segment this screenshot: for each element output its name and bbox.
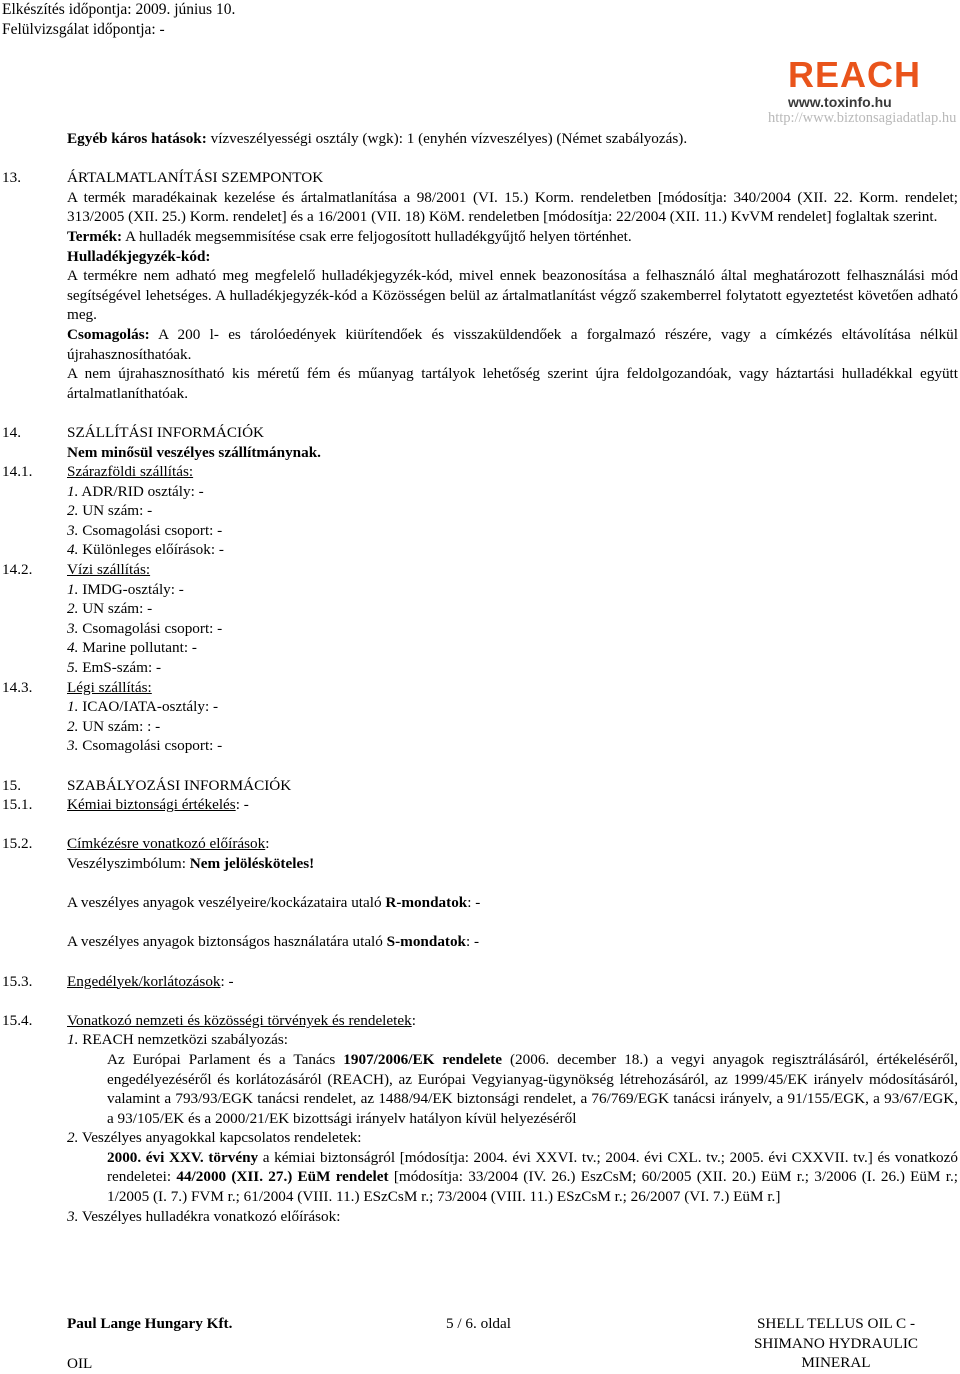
section-13-number: 13. [2, 169, 21, 187]
section-15-heading [0, 776, 960, 796]
subsection-15-2: 15.2. Címkézésre vonatkozó előírások: [2, 835, 270, 853]
watermark-url: http://www.biztonsagiadatlap.hu [768, 110, 957, 126]
logo-title: REACH [788, 54, 922, 95]
other-effects-label: Egyéb káros hatások: [67, 130, 207, 147]
section-15-title: SZABÁLYOZÁSI INFORMÁCIÓK [67, 776, 292, 794]
product-label: Termék: [67, 227, 123, 245]
land-transport-item: 1. ADR/RID osztály: - [67, 482, 204, 500]
footer-company: Paul Lange Hungary Kft. [67, 1315, 233, 1332]
logo-url: www.toxinfo.hu [788, 94, 892, 110]
subsection-14-2: 14.2. Vízi szállítás: [2, 561, 151, 579]
other-effects-text: vízveszélyességi osztály (wgk): 1 (enyhén vízveszélyes) (Német szabályozás). [206, 130, 688, 147]
land-transport-item: 3. Csomagolási csoport: - [67, 521, 223, 539]
reach-regulation-text: Az Európai Parlament és a Tanács 1907/2006/EK rendelete (2006. december 18.) a vegyi anyagok regisztrálásáról, értékeléséről, engedélyezéséről és korlátozásáról (REACH), az Európai Vegyianyag-ügynökség létrehozásáról, az 1999/45/EK irányelv módosításáról, valamint a 793/93/EGK tanácsi rendelet, az 1488/94/EK biztonsági rendelet, a 76/769/EGK tanácsi irányelv, a 91/155/EGK, a 93/67/EGK, a 93/105/EK és a 2000/21/EK bizottsági irányelv hatályon kívül helyezéséről [107, 1050, 959, 1127]
sea-transport-item: 4. Marine pollutant: - [67, 639, 197, 657]
page-content [0, 129, 960, 1226]
footer-product-cont: OIL [67, 1355, 93, 1372]
law-list-item-1: 1. REACH nemzetközi szabályozás: [67, 1031, 288, 1049]
sea-transport-item: 1. IMDG-osztály: - [67, 580, 184, 598]
sea-transport-item: 5. EmS-szám: - [67, 659, 162, 677]
s-phrases: A veszélyes anyagok biztonságos használatára utaló S-mondatok: - [67, 933, 480, 951]
packaging [0, 325, 960, 364]
section-13-heading [0, 168, 960, 188]
other-effects [0, 129, 960, 149]
prepared-date: Elkészítés időpontja: 2009. június 10. [2, 1, 236, 18]
subsection-14-3-title: Légi szállítás: [67, 678, 152, 696]
subsection-15-1: 15.1. Kémiai biztonsági értékelés: - [2, 796, 249, 814]
waste-code-text: A termékre nem adható meg megfelelő hulladékjegyzék-kód, mivel ennek beazonosítása a felhasználó által meghatározott felhasználási mód segítségével lehetséges. A hulladékjegyzék-kód a Közösségen belül az ártalmatlanítást végző szakemberrel folytatott egyeztetést követően adható meg. [67, 267, 958, 324]
section-14-heading [0, 423, 960, 443]
waste-code-label: Hulladékjegyzék-kód: [67, 247, 211, 265]
land-transport-item: 4. Különleges előírások: - [67, 541, 224, 559]
subsection-15-4: 15.4. Vonatkozó nemzeti és közösségi törvények és rendeletek: [2, 1011, 416, 1029]
subsection-14-2-title: Vízi szállítás: [67, 561, 151, 579]
revision-date: Felülvizsgálat időpontja: - [2, 20, 165, 38]
hazard-symbol: Veszélyszimbólum: Nem jelölésköteles! [67, 854, 315, 872]
packaging-label: Csomagolás: [67, 325, 150, 343]
subsection-14-1: 14.1. Szárazföldi szállítás: [2, 463, 194, 481]
law-list-item-2: 2. Veszélyes anyagokkal kapcsolatos rendeletek: [67, 1129, 362, 1147]
subsection-15-3: 15.3. Engedélyek/korlátozások: - [2, 972, 234, 990]
air-transport-item: 2. UN szám: : - [67, 717, 161, 735]
land-transport-item: 2. UN szám: - [67, 502, 153, 520]
chemical-safety-law-text: 2000. évi XXV. törvény a kémiai biztonságról [módosítja: 2004. évi XXVI. tv.; 2004. évi CXL. tv.; 2005. évi CXXVII. tv.] és vonatkozó rendeletei: 44/2000 (XII. 27.) EüM rendelet [módosítja: 33/2004 (IV. 26.) EszCsM; 60/2005 (XII. 20.) EüM r.; 3/2006 (I. 26.) EüM r.; 1/2005 (I. 7.) FVM r.; 61/2004 (VIII. 11.) ESzCsM r.; 73/2004 (VIII. 11.) ESzCsM r.; 26/2007 (VI. 7.) EüM r.] [107, 1148, 959, 1206]
sea-transport-item: 3. Csomagolási csoport: - [67, 619, 223, 637]
packaging-text: A 200 l- es tárolóedények kiürítendőek és visszaküldendőek a forgalmazó részére, vagy a címkézés eltávolítása nélkül újrahasznosíthatóak. [67, 325, 958, 363]
section-14-note: Nem minősül veszélyes szállítmánynak. [67, 443, 321, 461]
section-14-title: SZÁLLÍTÁSI INFORMÁCIÓK [67, 423, 265, 441]
product-text: A hulladék megsemmisítése csak erre feljogosított hulladékgyűjtő helyen történhet. [122, 227, 632, 245]
packaging-text-2: A nem újrahasznosítható kis méretű fém és műanyag tartályok lehetőség szerint újra feldolgozandóak, vagy háztartási hulladékkal együtt ártalmatlaníthatóak. [67, 365, 958, 402]
document-header [2, 0, 235, 39]
footer-product: SHELL TELLUS OIL C - SHIMANO HYDRAULIC MINERAL [753, 1315, 919, 1372]
subsection-14-1-title: Szárazföldi szállítás: [67, 463, 194, 481]
footer-page-number: 5 / 6. oldal [446, 1315, 511, 1332]
section-15-number: 15. [2, 776, 21, 794]
product-disposal [0, 227, 960, 247]
air-transport-item: 3. Csomagolási csoport: - [67, 737, 223, 755]
law-list-item-3: 3. Veszélyes hulladékra vonatkozó előírások: [67, 1207, 341, 1225]
subsection-14-3: 14.3. Légi szállítás: [2, 678, 152, 696]
section-14-number: 14. [2, 423, 21, 441]
reach-logo [788, 56, 958, 112]
r-phrases: A veszélyes anyagok veszélyeire/kockázataira utaló R-mondatok: - [67, 894, 481, 912]
sea-transport-item: 2. UN szám: - [67, 600, 153, 618]
air-transport-item: 1. ICAO/IATA-osztály: - [67, 698, 219, 716]
section-13-title: ÁRTALMATLANÍTÁSI SZEMPONTOK [67, 169, 324, 187]
section-13-paragraph: A termék maradékainak kezelése és ártalmatlanítása a 98/2001 (VI. 15.) Korm. rendeletben [módosítja: 340/2004 (XII. 22. Korm. rendelet; 313/2005 (XII. 25.) Korm. rendelet] és a 16/2001 (VII. 18) KöM. rendeletben [módosítja: 22/2004 (XII. 11.) KvVM rendelet] foglaltak szerint. [67, 188, 958, 226]
